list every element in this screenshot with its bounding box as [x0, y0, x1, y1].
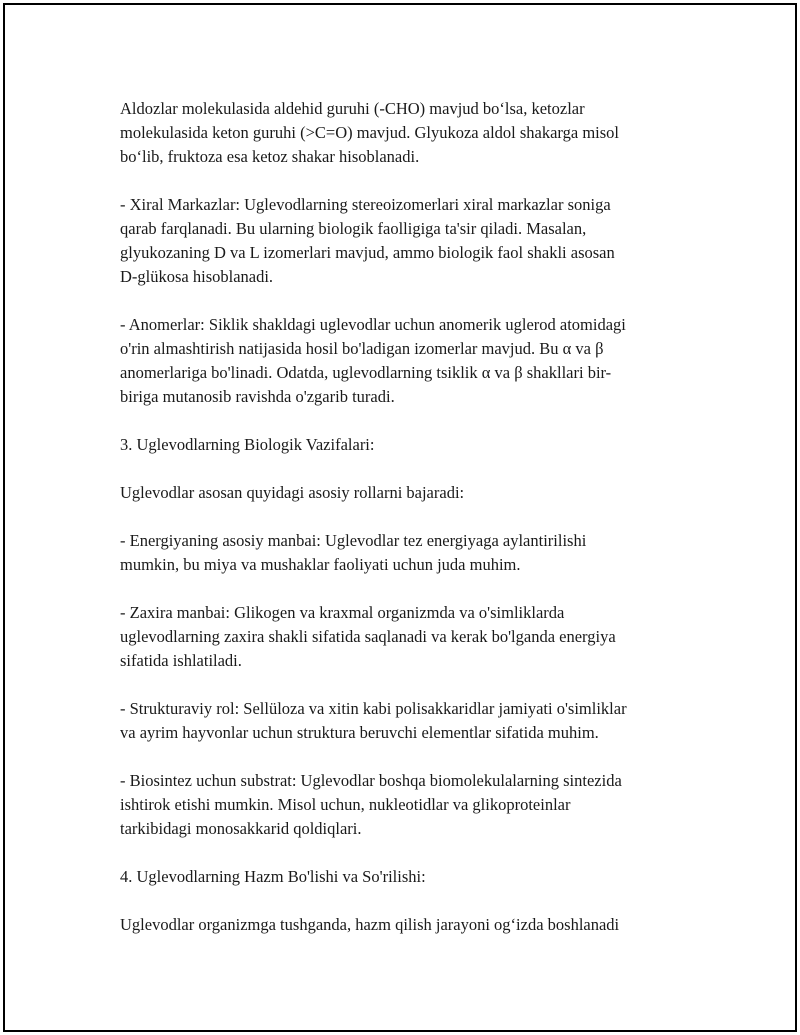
text-line: va ayrim hayvonlar uchun struktura beruvchi elementlar sifatida muhim. [120, 723, 599, 742]
text-line: - Zaxira manbai: Glikogen va kraxmal organizmda va o'simliklarda [120, 603, 565, 622]
text-line: tarkibidagi monosakkarid qoldiqlari. [120, 819, 362, 838]
text-line: anomerlariga bo'linadi. Odatda, uglevodlarning tsiklik α va β shakllari bir- [120, 363, 612, 382]
text-line: 4. Uglevodlarning Hazm Bo'lishi va So'rilishi: [120, 867, 426, 886]
paragraph-main-roles-intro [120, 481, 700, 505]
text-line: qarab farqlanadi. Bu ularning biologik faolligiga ta'sir qiladi. Masalan, [120, 219, 587, 238]
text-line: Uglevodlar organizmga tushganda, hazm qilish jarayoni og‘izda boshlanadi [120, 915, 620, 934]
text-line: - Xiral Markazlar: Uglevodlarning stereoizomerlari xiral markazlar soniga [120, 195, 611, 214]
document-body [120, 97, 700, 937]
text-line: bo‘lib, fruktoza esa ketoz shakar hisoblanadi. [120, 147, 420, 166]
text-line: Uglevodlar asosan quyidagi asosiy rollarni bajaradi: [120, 483, 465, 502]
text-line: mumkin, bu miya va mushaklar faoliyati uchun juda muhim. [120, 555, 521, 574]
text-line: - Biosintez uchun substrat: Uglevodlar boshqa biomolekulalarning sintezida [120, 771, 622, 790]
text-line: - Anomerlar: Siklik shakldagi uglevodlar uchun anomerik uglerod atomidagi [120, 315, 626, 334]
paragraph-chiral-centers [120, 193, 700, 289]
text-line: biriga mutanosib ravishda o'zgarib turadi. [120, 387, 395, 406]
text-line: D-glükosa hisoblanadi. [120, 267, 274, 286]
paragraph-energy-source [120, 529, 700, 577]
paragraph-aldoses-ketoses [120, 97, 700, 169]
text-line: ishtirok etishi mumkin. Misol uchun, nukleotidlar va glikoproteinlar [120, 795, 571, 814]
section-heading-digestion-absorption [120, 865, 700, 889]
text-line: glyukozaning D va L izomerlari mavjud, ammo biologik faol shakli asosan [120, 243, 615, 262]
text-line: molekulasida keton guruhi (>C=O) mavjud. Glyukoza aldol shakarga misol [120, 123, 620, 142]
text-line: sifatida ishlatiladi. [120, 651, 242, 670]
paragraph-anomers [120, 313, 700, 409]
paragraph-digestion-start [120, 913, 700, 937]
text-line: 3. Uglevodlarning Biologik Vazifalari: [120, 435, 375, 454]
paragraph-biosynthesis-substrate [120, 769, 700, 841]
text-line: - Strukturaviy rol: Sellüloza va xitin kabi polisakkaridlar jamiyati o'simliklar [120, 699, 627, 718]
text-line: uglevodlarning zaxira shakli sifatida saqlanadi va kerak bo'lganda energiya [120, 627, 616, 646]
paragraph-reserve-source [120, 601, 700, 673]
paragraph-structural-role [120, 697, 700, 745]
page-frame [3, 3, 797, 1032]
text-line: o'rin almashtirish natijasida hosil bo'ladigan izomerlar mavjud. Bu α va β [120, 339, 604, 358]
text-line: - Energiyaning asosiy manbai: Uglevodlar tez energiyaga aylantirilishi [120, 531, 587, 550]
text-line: Aldozlar molekulasida aldehid guruhi (-CHO) mavjud bo‘lsa, ketozlar [120, 99, 585, 118]
section-heading-biological-functions [120, 433, 700, 457]
